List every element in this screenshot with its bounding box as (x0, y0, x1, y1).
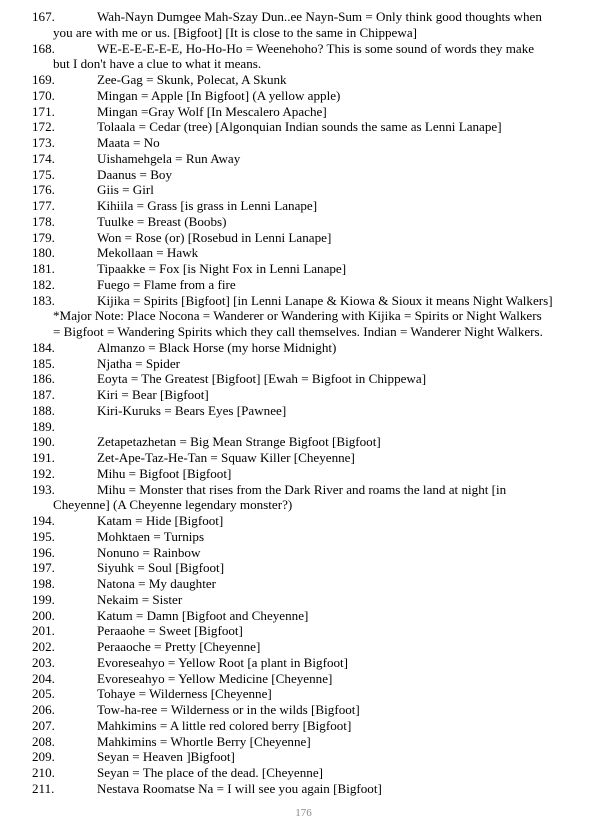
entry-text: Kihiila = Grass [is grass in Lenni Lanape] (97, 198, 318, 213)
entry-number: 205. (32, 686, 55, 702)
entry-number: 181. (32, 261, 55, 276)
list-item (0, 104, 607, 120)
entry-text: Uishamehgela = Run Away (97, 150, 241, 166)
entry-text: Zetapetazhetan = Big Mean Strange Bigfoot [Bigfoot] (97, 434, 381, 450)
list-item (0, 261, 607, 277)
entry-number: 200. (32, 607, 55, 623)
list-item (0, 718, 607, 734)
list-item (0, 356, 607, 372)
entry-text: Mohktaen = Turnips (97, 528, 205, 544)
entry-number: 208. (32, 733, 55, 749)
list-item (0, 88, 607, 104)
entry-number: 178. (32, 213, 55, 229)
entry-text: Wah-Nayn Dumgee Mah-Szay Dun..ee Nayn-Sum = Only think good thoughts when (97, 9, 542, 24)
list-item (0, 198, 607, 214)
entry-number: 179. (32, 229, 55, 245)
entry-number: 199. (32, 591, 55, 607)
list-item (0, 151, 607, 167)
entry-text: Evoreseahyo = Yellow Root [a plant in Bigfoot] (97, 654, 349, 670)
word-list (0, 9, 607, 797)
entry-text: Won = Rose (or) [Rosebud in Lenni Lanape] (97, 229, 332, 245)
entry-number: 182. (32, 276, 55, 292)
list-item (0, 119, 607, 135)
list-item (0, 135, 607, 151)
entry-number: 187. (32, 387, 55, 402)
entry-text: Eoyta = The Greatest [Bigfoot] [Ewah = Bigfoot in Chippewa] (97, 371, 427, 387)
entry-number: 171. (32, 103, 55, 119)
entry-number: 195. (32, 528, 55, 544)
list-item (0, 72, 607, 88)
list-item (0, 623, 607, 639)
entry-continuation: but I don't have a clue to what it means. (53, 56, 262, 72)
entry-text: Tuulke = Breast (Boobs) (97, 213, 227, 229)
entry-text: Mahkimins = Whortle Berry [Cheyenne] (97, 733, 311, 749)
note-line: = Bigfoot = Wandering Spirits which they call themselves. Indian = Wanderer Night Walkers. (53, 324, 543, 339)
entry-text: Peraaoche = Pretty [Cheyenne] (97, 639, 261, 654)
entry-number: 172. (32, 119, 55, 135)
entry-number: 169. (32, 72, 55, 87)
entry-number: 210. (32, 765, 55, 780)
list-item (0, 749, 607, 765)
list-item (0, 608, 607, 624)
list-item (0, 277, 607, 293)
list-item (0, 41, 607, 73)
entry-text: Daanus = Boy (97, 166, 173, 182)
page-number: 176 (295, 807, 312, 819)
entry-number: 197. (32, 560, 55, 576)
entry-text: Njatha = Spider (97, 355, 181, 371)
entry-text: Nekaim = Sister (97, 591, 183, 607)
entry-text: Natona = My daughter (97, 576, 217, 591)
list-item (0, 765, 607, 781)
entry-text: Tolaala = Cedar (tree) [Algonquian Indian sounds the same as Lenni Lanape] (97, 119, 502, 135)
entry-number: 193. (32, 481, 55, 497)
entry-number: 192. (32, 465, 55, 481)
list-item (0, 686, 607, 702)
list-item (0, 781, 607, 797)
entry-text: Zee-Gag = Skunk, Polecat, A Skunk (97, 72, 287, 87)
entry-text: Evoreseahyo = Yellow Medicine [Cheyenne] (97, 670, 333, 686)
entry-continuation: Cheyenne] (A Cheyenne legendary monster?) (53, 497, 293, 513)
list-item (0, 9, 607, 41)
list-item (0, 702, 607, 718)
entry-text: Maata = No (97, 135, 160, 150)
list-item (0, 482, 607, 514)
list-item (0, 340, 607, 356)
entry-text: Katam = Hide [Bigfoot] (97, 513, 224, 528)
list-item (0, 466, 607, 482)
entry-number: 189. (32, 418, 55, 434)
entry-number: 185. (32, 355, 55, 371)
entry-text: Siyuhk = Soul [Bigfoot] (97, 560, 225, 576)
entry-text: Mihu = Bigfoot [Bigfoot] (97, 465, 232, 481)
list-item (0, 655, 607, 671)
entry-number: 174. (32, 150, 55, 166)
entry-number: 175. (32, 166, 55, 182)
list-item (0, 529, 607, 545)
list-item (0, 592, 607, 608)
entry-number: 168. (32, 40, 55, 56)
list-item (0, 734, 607, 750)
entry-text: Mingan = Apple [In Bigfoot] (A yellow apple) (97, 87, 341, 103)
list-item (0, 371, 607, 387)
list-item (0, 419, 607, 435)
entry-number: 190. (32, 434, 55, 450)
entry-number: 194. (32, 513, 55, 528)
list-item (0, 167, 607, 183)
entry-text: Tohaye = Wilderness [Cheyenne] (97, 686, 272, 702)
list-item (0, 403, 607, 419)
entry-number: 180. (32, 245, 55, 261)
entry-number: 188. (32, 402, 55, 418)
entry-number: 176. (32, 182, 55, 198)
list-item (0, 182, 607, 198)
entry-number: 167. (32, 9, 55, 24)
list-item (0, 230, 607, 246)
entry-text: Seyan = Heaven ]Bigfoot] (97, 749, 235, 765)
entry-text: Mahkimins = A little red colored berry [Bigfoot] (97, 717, 352, 733)
entry-text: Katum = Damn [Bigfoot and Cheyenne] (97, 607, 309, 623)
list-item (0, 434, 607, 450)
list-item (0, 576, 607, 592)
entry-text: Mingan =Gray Wolf [In Mescalero Apache] (97, 103, 327, 119)
list-item (0, 293, 607, 309)
entry-text: Mekollaan = Hawk (97, 245, 199, 261)
entry-number: 204. (32, 670, 55, 686)
entry-continuation: you are with me or us. [Bigfoot] [It is close to the same in Chippewa] (53, 24, 417, 40)
entry-number: 170. (32, 87, 55, 103)
entry-number: 203. (32, 654, 55, 670)
list-item (0, 671, 607, 687)
entry-number: 177. (32, 198, 55, 213)
entry-text: Nonuno = Rainbow (97, 544, 201, 560)
entry-text: Nestava Roomatse Na = I will see you again [Bigfoot] (97, 780, 382, 796)
entry-number: 201. (32, 623, 55, 639)
entry-number: 211. (32, 780, 55, 796)
list-item (0, 545, 607, 561)
list-item (0, 560, 607, 576)
entry-number: 186. (32, 371, 55, 387)
list-item (0, 214, 607, 230)
entry-text: Mihu = Monster that rises from the Dark River and roams the land at night [in (97, 481, 507, 497)
entry-number: 183. (32, 292, 55, 308)
entry-number: 198. (32, 576, 55, 591)
entry-number: 202. (32, 639, 55, 654)
major-note (0, 308, 607, 340)
entry-text: Kiri = Bear [Bigfoot] (97, 387, 209, 402)
entry-text: Giis = Girl (97, 182, 154, 198)
list-item (0, 639, 607, 655)
entry-number: 191. (32, 450, 55, 465)
entry-number: 173. (32, 135, 55, 150)
entry-text: Tow-ha-ree = Wilderness or in the wilds [Bigfoot] (97, 702, 360, 717)
list-item (0, 245, 607, 261)
entry-text: Zet-Ape-Taz-He-Tan = Squaw Killer [Cheyenne] (97, 450, 355, 465)
list-item (0, 513, 607, 529)
entry-number: 207. (32, 717, 55, 733)
list-item (0, 450, 607, 466)
entry-number: 184. (32, 339, 55, 355)
list-item (0, 387, 607, 403)
entry-text: Almanzo = Black Horse (my horse Midnight) (97, 339, 337, 355)
entry-text: Kijika = Spirits [Bigfoot] [in Lenni Lanape & Kiowa & Sioux it means Night Walkers] (97, 292, 553, 308)
note-line: *Major Note: Place Nocona = Wanderer or Wandering with Kijika = Spirits or Night Walkers (53, 308, 542, 324)
entry-text: Kiri-Kuruks = Bears Eyes [Pawnee] (97, 402, 287, 418)
entry-number: 196. (32, 544, 55, 560)
entry-number: 206. (32, 702, 55, 717)
entry-text: Peraaohe = Sweet [Bigfoot] (97, 623, 243, 639)
entry-text: Fuego = Flame from a fire (97, 276, 236, 292)
entry-text: WE-E-E-E-E-E, Ho-Ho-Ho = Weenehoho? This is some sound of words they make (97, 40, 535, 56)
entry-text: Seyan = The place of the dead. [Cheyenne] (97, 765, 324, 780)
entry-number: 209. (32, 749, 55, 765)
entry-text: Tipaakke = Fox [is Night Fox in Lenni Lanape] (97, 261, 347, 276)
